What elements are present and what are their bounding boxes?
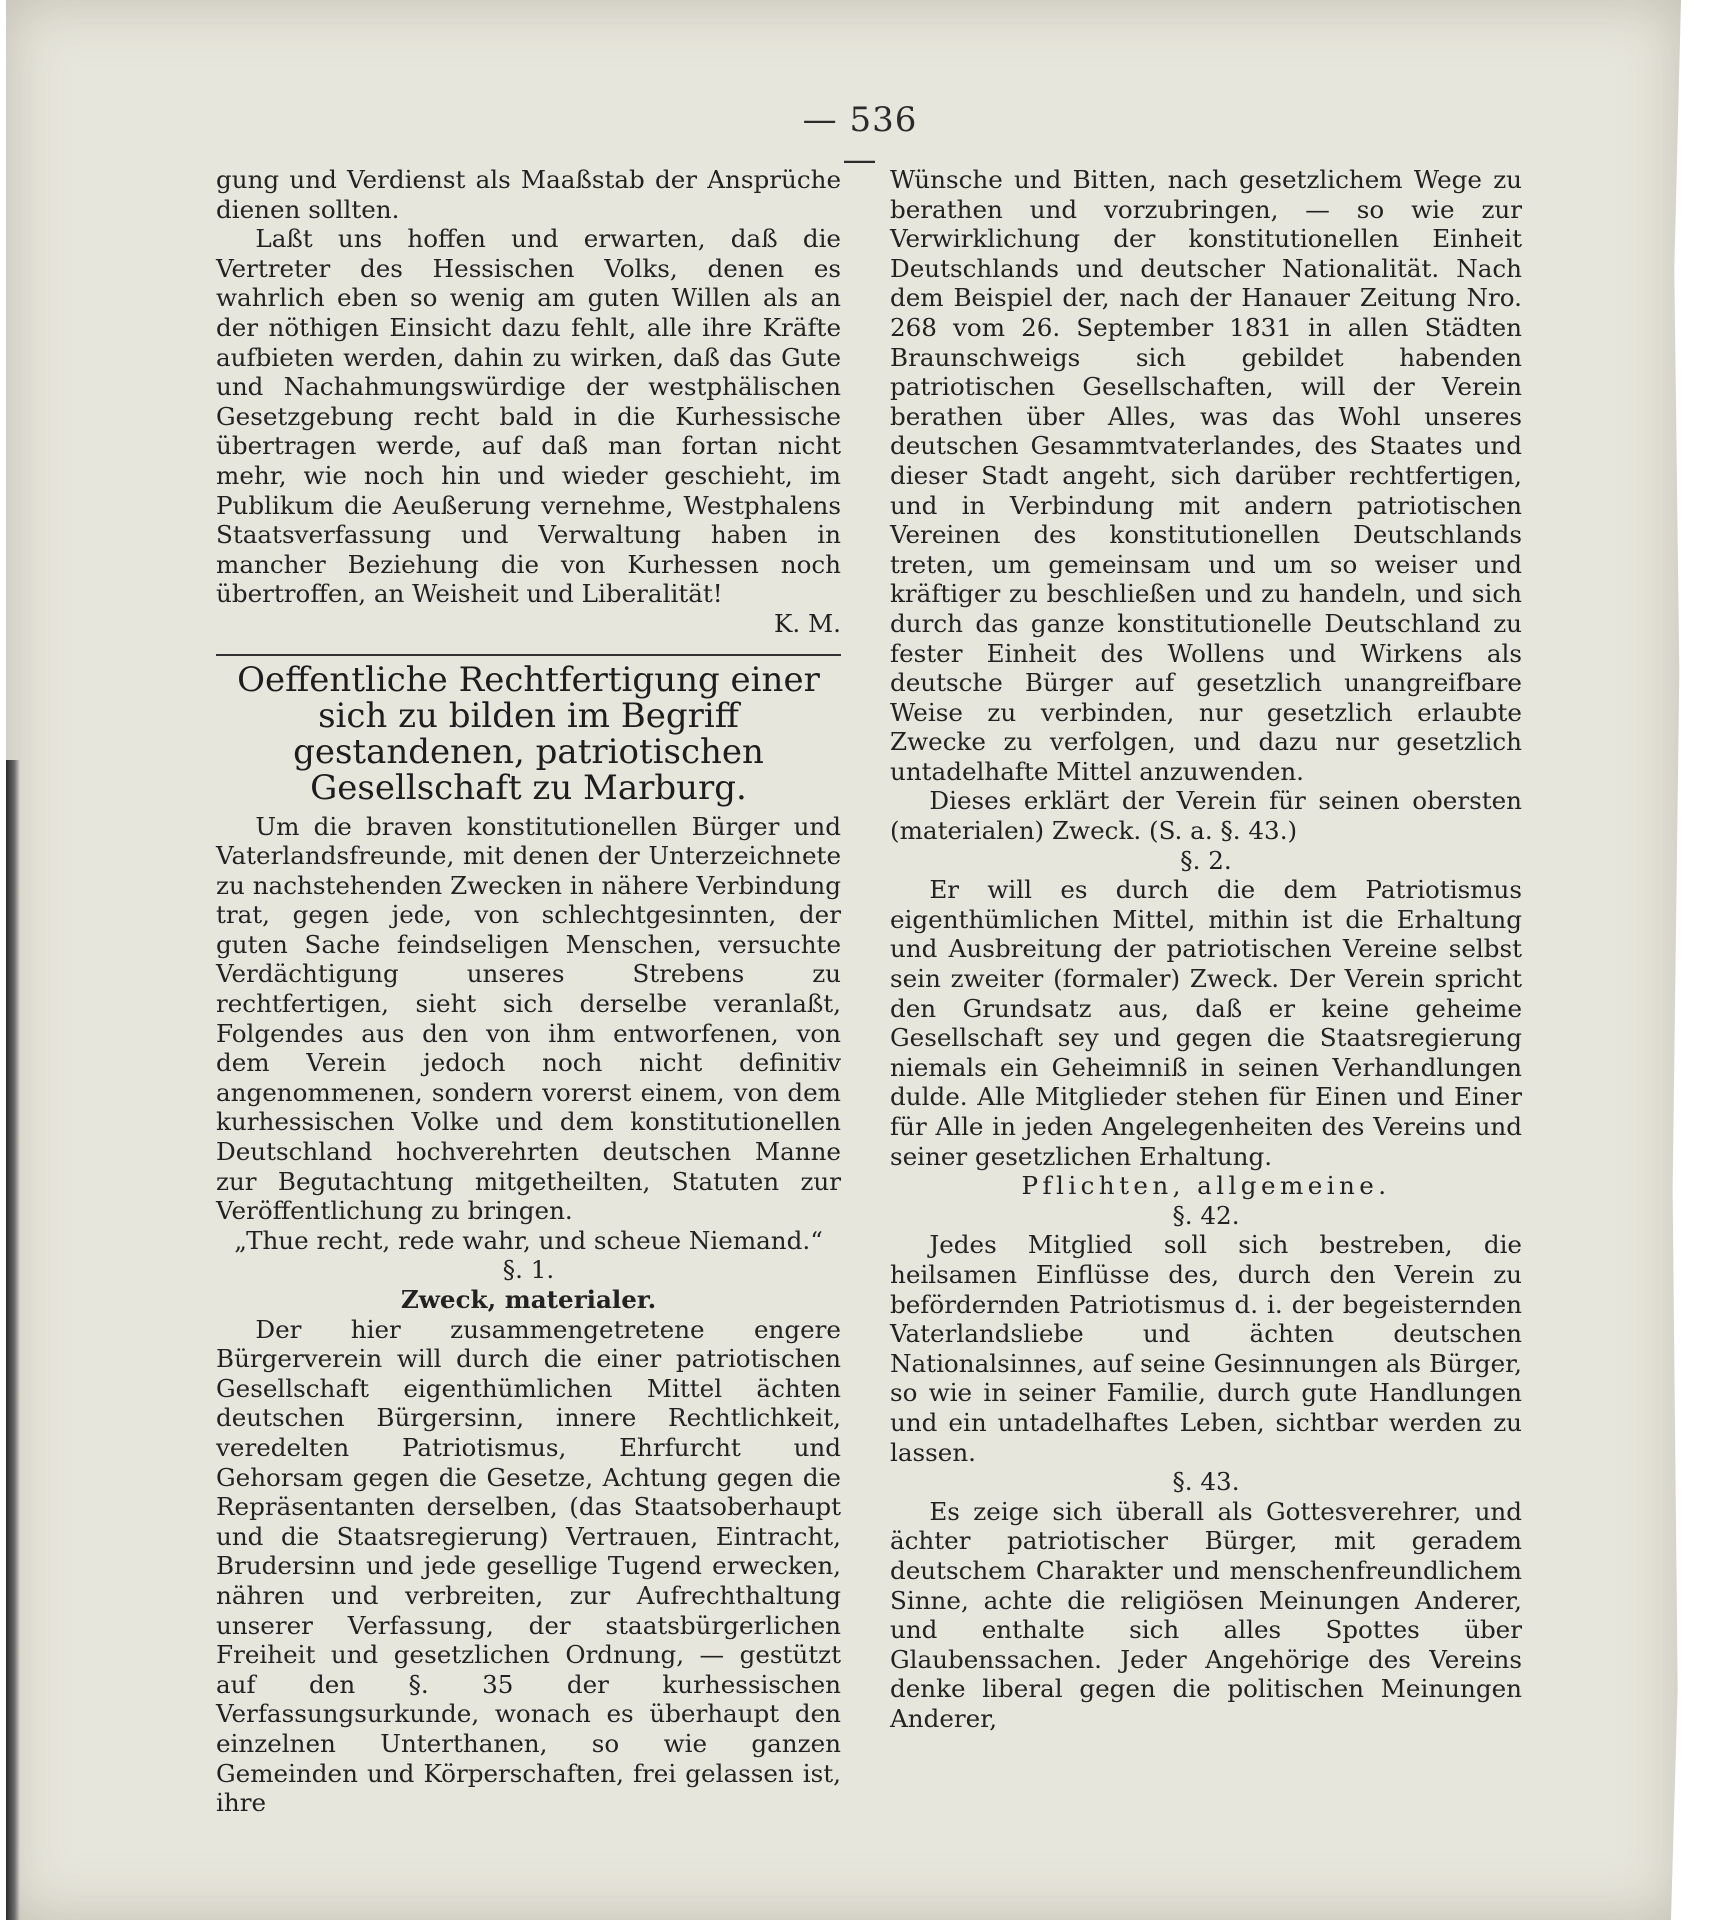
section-number: §. 42.: [1172, 1200, 1240, 1230]
section-title: Zweck, materialer.: [400, 1285, 657, 1314]
page-number: — 536 —: [802, 100, 918, 180]
motto: „Thue recht, rede wahr, und scheue Niemand.“: [234, 1225, 823, 1255]
section-text: Es zeige sich überall als Gottesverehrer, und ächter patriotischer Bürger, mit geradem deutschem Charakter und menschenfreundlichem Sinne, achte die religiösen Meinungen Anderer, und enthalte sich alles Spottes über Glaubenssachen. Jeder Angehörige des Vereins denke liberal gegen die politischen Meinungen Anderer,: [890, 1496, 1522, 1733]
right-column: [890, 165, 1522, 1733]
binding-edge-shadow: [6, 760, 20, 1920]
article-paragraph: Laßt uns hoffen und erwarten, daß die Vertreter des Hessischen Volks, denen es wahrlich eben so wenig am guten Willen als an der nöthigen Einsicht dazu fehlt, alle ihre Kräfte aufbieten werden, dahin zu wirken, daß das Gute und Nachahmungswürdige der westphälischen Gesetzgebung recht bald in die Kurhessische übertragen werde, auf daß man fortan nicht mehr, wie noch hin und wieder geschieht, im Publikum die Aeußerung vernehme, Westphalens Staatsverfassung und Verwaltung haben in mancher Beziehung die von Kurhessen noch übertroffen, an Weisheit und Liberalität!: [216, 224, 841, 609]
section-text: Jedes Mitglied soll sich bestreben, die heilsamen Einflüsse des, durch den Verein zu befördernden Patriotismus d. i. der begeisternden Vaterlandsliebe und ächten deutschen Nationalsinnes, auf seine Gesinnungen als Bürger, so wie in seiner Familie, durch gute Handlungen und ein untadelhaftes Leben, sichtbar werden zu lassen.: [890, 1230, 1522, 1467]
section-text: Der hier zusammengetretene engere Bürgerverein will durch die einer patriotischen Gesellschaft eigenthümlichen Mittel ächten deutschen Bürgersinn, innere Rechtlichkeit, veredelten Patriotismus, Ehrfurcht und Gehorsam gegen die Gesetze, Achtung gegen die Repräsentanten derselben, (das Staatsoberhaupt und die Staatsregierung) Vertrauen, Eintracht, Brudersinn und jede gesellige Tugend erwecken, nähren und verbreiten, zur Aufrechthaltung unserer Verfassung, der staatsbürgerlichen Freiheit und gesetzlichen Ordnung, — gestützt auf den §. 35 der kurhessischen Verfassungsurkunde, wonach es überhaupt den einzelnen Unterthanen, so wie ganzen Gemeinden und Körperschaften, frei gelassen ist, ihre: [216, 1314, 841, 1818]
section-divider: [216, 654, 841, 656]
section-number: §. 43.: [1172, 1467, 1240, 1497]
section-text: Er will es durch die dem Patriotismus eigenthümlichen Mittel, mithin ist die Erhaltung und Ausbreitung der patriotischen Vereine selbst sein zweiter (formaler) Zweck. Der Verein spricht den Grundsatz aus, daß er keine geheime Gesellschaft sey und gegen die Staatsregierung niemals ein Geheimniß in seinen Verhandlungen dulde. Alle Mitglieder stehen für Einen und Einer für Alle in jeden Angelegenheiten des Vereins und seiner gesetzlichen Erhaltung.: [890, 875, 1522, 1171]
article-signature: K. M.: [773, 608, 841, 638]
section-number: §. 1.: [502, 1255, 555, 1285]
left-column: [216, 165, 841, 1818]
continued-text: Wünsche und Bitten, nach gesetzlichem Wege zu berathen und vorzubringen, — so wie zur Verwirklichung der konstitutionellen Einheit Deutschlands und deutscher Nationalität. Nach dem Beispiel der, nach der Hanauer Zeitung Nro. 268 vom 26. September 1831 in allen Städten Braunschweigs sich gebildet habenden patriotischen Gesellschaften, will der Verein berathen über Alles, was das Wohl unseres deutschen Gesammtvaterlandes, des Staates und dieser Stadt angeht, sich darüber rechtfertigen, und in Verbindung mit andern patriotischen Vereinen des konstitutionellen Deutschlands treten, um gemeinsam und um so weiser und kräftiger zu beschließen und zu handeln, und sich durch das ganze konstitutionelle Deutschland zu fester Einheit des Wollens und Wirkens als deutsche Bürger auf gesetzlich unangreifbare Weise zu verbinden, nur gesetzlich erlaubte Zwecke zu verfolgen, und dazu nur gesetzlich untadelhafte Mittel anzuwenden.: [890, 165, 1522, 786]
article-heading: Oeffentliche Rechtfertigung einer sich zu bilden im Begriff gestandenen, patriotischen Gesellschaft zu Marburg.: [237, 659, 820, 808]
continued-text: gung und Verdienst als Maaßstab der Ansprüche dienen sollten.: [216, 165, 841, 224]
article-intro: Um die braven konstitutionellen Bürger und Vaterlandsfreunde, mit denen der Unterzeichnete zu nachstehenden Zwecken in nähere Verbindung trat, gegen jede, von schlechtgesinnten, der guten Sache feindseligen Menschen, versuchte Verdächtigung unseres Strebens zu rechtfertigen, sieht sich derselbe veranlaßt, Folgendes aus den von ihm entworfenen, von dem Verein jedoch noch nicht definitiv angenommenen, sondern vorerst einem, von dem kurhessischen Volke und dem konstitutionellen Deutschland hochverehrten deutschen Manne zur Begutachtung mitgetheilten, Statuten zur Veröffentlichung zu bringen.: [216, 811, 841, 1226]
section-title: Pflichten, allgemeine.: [1021, 1171, 1391, 1201]
section-number: §. 2.: [1180, 845, 1232, 875]
declaration: Dieses erklärt der Verein für seinen obersten (materialen) Zweck. (S. a. §. 43.): [890, 786, 1522, 846]
